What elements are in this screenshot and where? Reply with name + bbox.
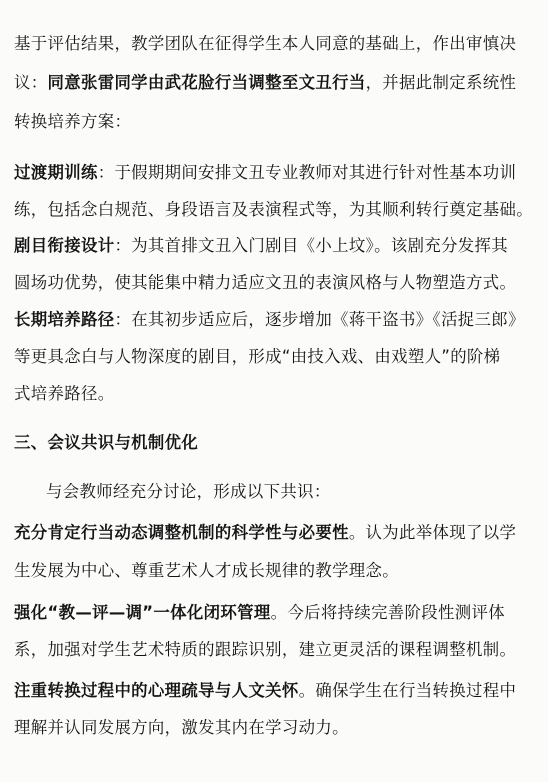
item-label: 过渡期训练 — [14, 163, 98, 182]
section-intro: 与会教师经充分讨论，形成以下共识： — [46, 482, 331, 501]
list-item-line: 等更具念白与人物深度的剧目，形成“由技入戏、由戏塑人”的阶梯 — [14, 347, 501, 366]
list-item-line: 生发展为中心、尊重艺术人才成长规律的教学理念。 — [14, 561, 400, 580]
list-item-line — [14, 680, 534, 702]
list-item-line: 练，包括念白规范、身段语言及表演程式等，为其顺利转行奠定基础。 — [14, 200, 533, 219]
item-text: 。今后将持续完善阶段性测评体 — [270, 603, 505, 622]
paragraph-line: 转换培养方案： — [14, 112, 132, 131]
item-text: ：于假期期间安排文丑专业教师对其进行针对性基本功训 — [97, 163, 517, 182]
item-label: 注重转换过程中的心理疏导与人文关怀 — [14, 681, 299, 700]
list-item-line: 系，加强对学生艺术特质的跟踪识别，建立更灵活的课程调整机制。 — [14, 640, 517, 659]
item-text: ：为其首排文丑入门剧目《小上坟》。该剧充分发挥其 — [114, 236, 509, 255]
text-run: 议： — [14, 73, 48, 92]
emphasis-text: 同意张雷同学由武花脸行当调整至文丑行当 — [47, 73, 366, 92]
list-item-line — [14, 602, 534, 624]
list-item-line — [14, 162, 534, 184]
list-item-line — [14, 309, 534, 331]
list-item-line — [14, 235, 534, 257]
section-heading: 三、会议共识与机制优化 — [14, 433, 199, 452]
paragraph-line: 基于评估结果，教学团队在征得学生本人同意的基础上，作出审慎决 — [14, 34, 517, 53]
item-text: 。确保学生在行当转换过程中 — [298, 681, 517, 700]
item-label: 强化“教—评—调”一体化闭环管理 — [14, 603, 271, 622]
list-item-line — [14, 522, 534, 544]
item-text: ：在其初步适应后，逐步增加《蒋干盗书》《活捉三郎》 — [114, 310, 525, 329]
text-run: ，并据此制定系统性 — [365, 73, 517, 92]
item-text: 。认为此举体现了以学 — [348, 523, 517, 542]
list-item-line: 理解并认同发展方向，激发其内在学习动力。 — [14, 718, 349, 737]
item-label: 剧目衔接设计 — [14, 236, 115, 255]
list-item-line: 式培养路径。 — [14, 384, 115, 403]
item-label: 长期培养路径 — [14, 310, 115, 329]
item-label: 充分肯定行当动态调整机制的科学性与必要性 — [14, 523, 349, 542]
list-item-line: 圆场功优势，使其能集中精力适应文丑的表演风格与人物塑造方式。 — [14, 273, 517, 292]
paragraph-line — [14, 72, 534, 94]
